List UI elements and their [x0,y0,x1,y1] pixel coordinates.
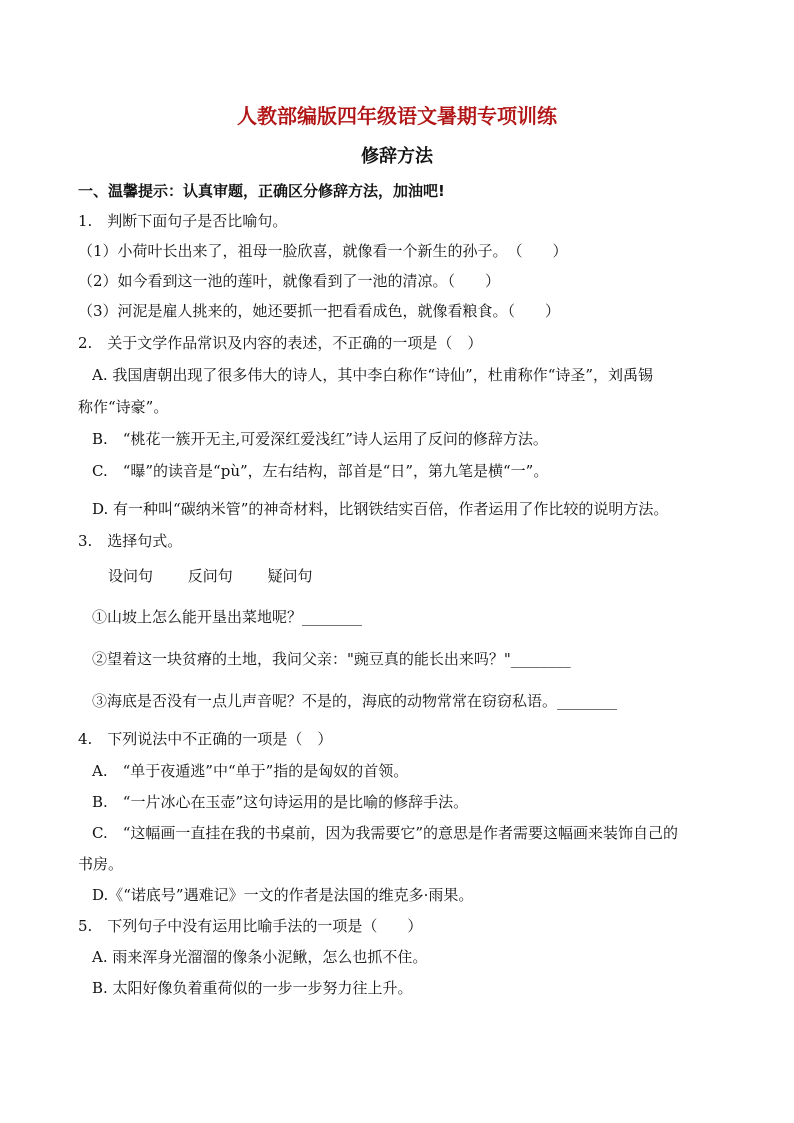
question-2-option-b: B. “桃花一簇开无主,可爱深红爱浅红”诗人运用了反问的修辞方法。 [92,430,548,448]
question-2-option-a-cont: 称作“诗豪”。 [78,398,169,416]
question-2-option-a: A. 我国唐朝出现了很多伟大的诗人，其中李白称作“诗仙”，杜甫称作“诗圣”，刘禹锡 [92,366,654,384]
question-1-item-2: （2）如今看到这一池的莲叶，就像看到了一池的清凉。（ ） [78,272,501,290]
question-5-stem: 5. 下列句子中没有运用比喻手法的一项是（ ） [78,917,423,935]
question-4-option-b: B. “一片冰心在玉壶”这句诗运用的是比喻的修辞手法。 [92,793,469,811]
section-heading: 一、温馨提示：认真审题，正确区分修辞方法，加油吧! [78,182,445,200]
question-1-stem: 1. 判断下面句子是否比喻句。 [78,212,288,230]
question-1-item-1: （1）小荷叶长出来了，祖母一脸欣喜，就像看一个新生的孙子。 （ ） [78,242,568,260]
question-4-option-a: A. “单于夜遁逃”中“单于”指的是匈奴的首领。 [92,762,409,780]
question-3-stem: 3. 选择句式。 [78,532,183,550]
document-subtitle: 修辞方法 [361,146,433,167]
question-2-option-c: C. “曝”的读音是“pù”，左右结构，部首是“日”，第九笔是横“一”。 [92,462,549,480]
question-4-option-c-cont: 书房。 [78,855,124,873]
question-4-option-d: D.《“诺底号”遇难记》一文的作者是法国的维克多·雨果。 [92,886,474,904]
question-5-option-a: A. 雨来浑身光溜溜的像条小泥鳅，怎么也抓不住。 [92,948,428,966]
question-3-sentence-1: ①山坡上怎么能开垦出菜地呢？________ [92,608,363,626]
question-1-item-3: （3）河泥是雇人挑来的，她还要抓一把看看成色，就像看粮食。（ ） [78,302,561,320]
question-4-stem: 4. 下列说法中不正确的一项是（ ） [78,730,333,748]
question-4-option-c: C. “这幅画一直挂在我的书桌前，因为我需要它”的意思是作者需要这幅画来装饰自己的 [92,824,679,842]
question-2-stem: 2. 关于文学作品常识及内容的表述，不正确的一项是（ ） [78,334,483,352]
question-2-option-d: D. 有一种叫“碳纳米管”的神奇材料，比钢铁结实百倍，作者运用了作比较的说明方法。 [92,500,669,518]
document-title: 人教部编版四年级语文暑期专项训练 [237,104,557,128]
question-5-option-b: B. 太阳好像负着重荷似的一步一步努力往上升。 [92,979,413,997]
question-3-sentence-2: ②望着这一块贫瘠的土地，我问父亲："豌豆真的能长出来吗？"________ [92,650,571,668]
question-3-sentence-3: ③海底是否没有一点儿声音呢？不是的，海底的动物常常在窃窃私语。________ [92,692,618,710]
question-3-choices: 设问句 反问句 疑问句 [108,567,313,585]
